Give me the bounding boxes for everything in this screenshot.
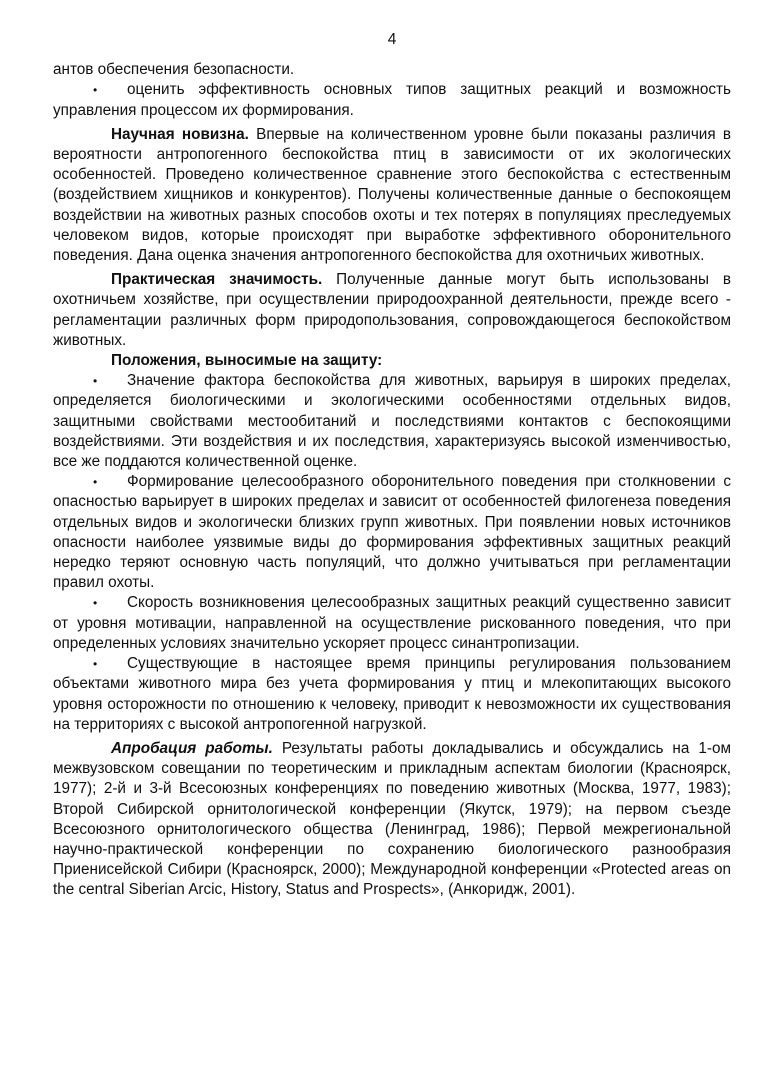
novelty-paragraph: [53, 125, 731, 266]
bullet-icon: •: [93, 374, 98, 389]
approbation-text: Результаты работы докладывались и обсуждались на 1-ом межвузовском совещании по теоретическим и прикладным аспектам биологии (Красноярск, 1977); 2-й и 3-й Всесоюзных конференциях по поведению животных (Москва, 1977, 1983); Второй Сибирской орнитологической конференции (Якутск, 1979); на первом съезде Всесоюзного орнитологического общества (Ленинград, 1986); Первой межрегиональной научно-практической конференции по сохранению биологического разнообразия Приенисейской Сибири (Красноярск, 2000); Международной конференции «Protected areas on the central Siberian Arcic, History, Status and Prospects», (Анкоридж, 2001).: [53, 739, 732, 899]
intro-bullet-item: [53, 80, 731, 120]
approbation-heading: Апробация работы.: [111, 739, 273, 757]
document-page: [53, 30, 731, 901]
bullet-icon: •: [93, 475, 98, 490]
bullet-icon: •: [93, 596, 98, 611]
thesis-text: Скорость возникновения целесообразных защитных реакций существенно зависит от уровня мотивации, направленной на осуществление рискованного поведения, что при определенных условиях значительно ускоряет процесс синантропизации.: [53, 594, 731, 652]
theses-heading: Положения, выносимые на защиту:: [111, 352, 383, 370]
thesis-text: Значение фактора беспокойства для животных, варьируя в широких пределах, определяется биологическими и экологическими особенностями отдельных видов, защитными свойствами местообитаний и последствиями контактов с беспокоящими воздействиями. Эти воздействия и их последствия, характеризуясь высокой изменчивостью, все же поддаются количественной оценке.: [53, 372, 731, 471]
approbation-paragraph: [53, 739, 731, 901]
practical-heading: Практическая значимость.: [111, 271, 323, 289]
page-number: 4: [387, 31, 397, 48]
thesis-text: Формирование целесообразного оборонительного поведения при столкновении с опасностью варьирует в широких пределах и зависит от особенностей филогенеза поведения отдельных видов и экологически близких групп животных. При появлении новых источников опасности наиболее уязвимые виды до формирования эффективных защитных реакций нередко теряют основную часть популяций, что должно учитываться при регламентации правил охоты.: [53, 473, 731, 592]
thesis-text: Существующие в настоящее время принципы регулирования пользованием объектами животного мира без учета формирования у птиц и млекопитающих высокого уровня осторожности по отношению к человеку, приводит к невозможности их существования на территориях с высокой антропогенной нагрузкой.: [53, 655, 731, 733]
intro-continuation: антов обеспечения безопасности.: [53, 61, 295, 79]
thesis-item: [53, 472, 731, 593]
thesis-item: [53, 654, 731, 735]
practical-paragraph: [53, 270, 731, 351]
practical-text: Полученные данные могут быть использованы в охотничьем хозяйстве, при осуществлении природоохранной деятельности, прежде всего - регламентации различных форм природопользования, сопровождающегося беспокойством животных.: [53, 271, 732, 349]
bullet-icon: •: [93, 83, 98, 98]
novelty-heading: Научная новизна.: [111, 125, 249, 143]
bullet-icon: •: [93, 657, 98, 672]
novelty-text: Впервые на количественном уровне были показаны различия в вероятности антропогенного беспокойства птиц в зависимости от их экологических особенностей. Проведено количественное сравнение этого беспокойства с естественным (воздействием хищников и конкурентов). Получены количественные данные о беспокоящем воздействии на животных разных способов охоты и тех потерях в популяциях преследуемых человеком видов, которые происходят при выработке эффективного оборонительного поведения. Дана оценка значения антропогенного беспокойства для охотничьих животных.: [53, 125, 732, 265]
intro-bullet-text: оценить эффективность основных типов защитных реакций и возможность управления процессом их формирования.: [53, 81, 731, 119]
thesis-item: [53, 593, 731, 654]
thesis-item: [53, 371, 731, 472]
